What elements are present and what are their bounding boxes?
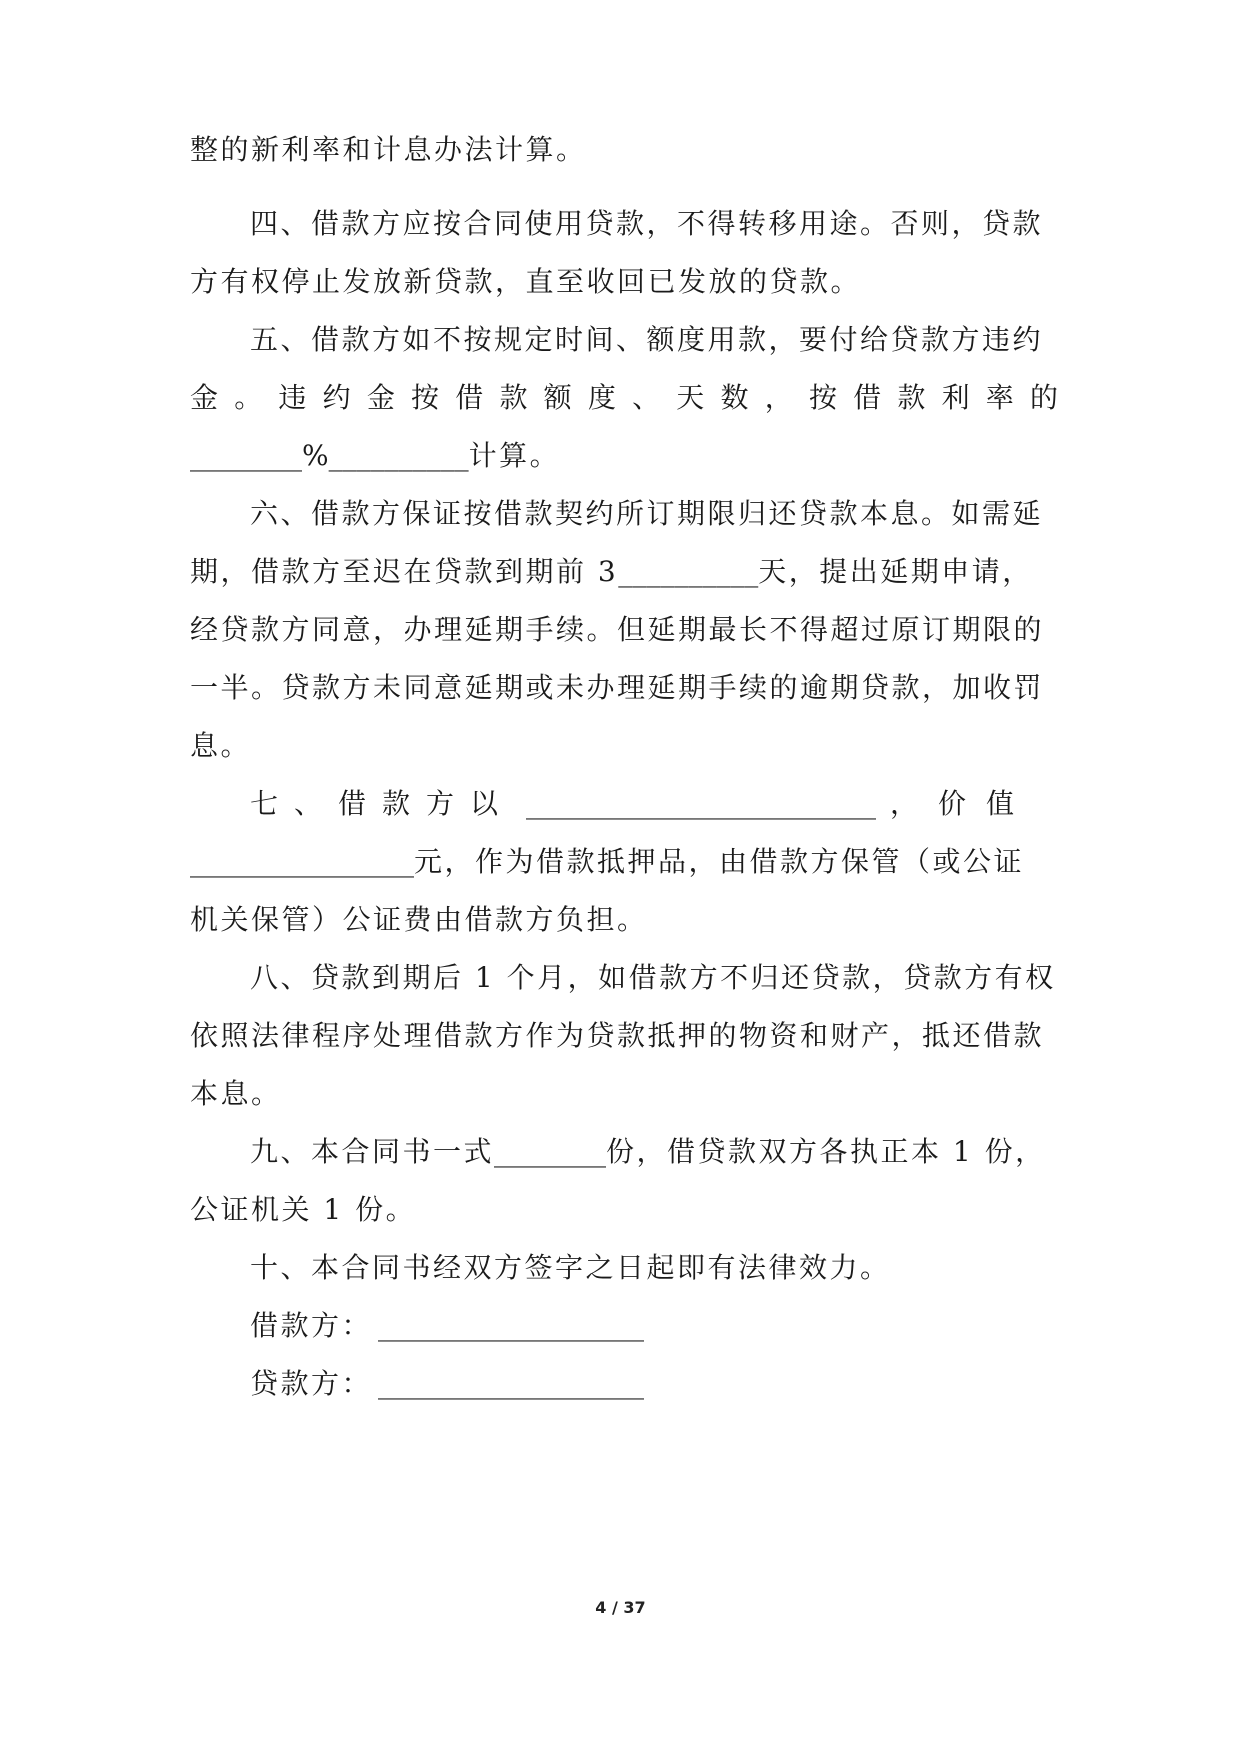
paragraph-6-line-2-a: 期，借款方至迟在贷款到期前 3 — [190, 555, 619, 588]
paragraph-9-line-2: 公证机关 1 份。 — [190, 1193, 417, 1226]
paragraph-8-line-1: 八、贷款到期后 1 个月，如借款方不归还贷款，贷款方有权 — [250, 961, 1056, 994]
paragraph-5-line-3 — [190, 436, 1058, 476]
paragraph-9-line-1 — [250, 1132, 1058, 1172]
borrower-blank: ___________________ — [378, 1309, 645, 1342]
paragraph-8-line-2: 依照法律程序处理借款方作为贷款抵押的物资和财产，抵还借款 — [190, 1019, 1045, 1052]
days-blank: __________ — [618, 555, 759, 588]
paragraph-6-line-1: 六、借款方保证按借款契约所订期限归还贷款本息。如需延 — [250, 497, 1044, 530]
paragraph-7-line-1-b: ，价值 — [890, 787, 1035, 820]
borrower-label: 借款方： — [250, 1309, 373, 1342]
lender-blank: ___________________ — [378, 1367, 645, 1400]
paragraph-7-line-1 — [250, 784, 1058, 824]
copies-blank: ________ — [494, 1135, 607, 1168]
paragraph-6-line-2-b: 天，提出延期申请， — [758, 555, 1033, 588]
lender-signature-line — [250, 1364, 1058, 1404]
paragraph-8-line-3: 本息。 — [190, 1077, 282, 1110]
collateral-blank: _________________________ — [526, 787, 877, 820]
rate-blank: ________%__________ — [190, 439, 469, 472]
paragraph-9-line-1-a: 九、本合同书一式 — [250, 1135, 495, 1168]
paragraph-5-line-3-text: 计算。 — [468, 439, 561, 472]
paragraph-7-line-1-a: 七、借款方以 — [250, 787, 515, 820]
paragraph-4-line-2: 方有权停止发放新贷款，直至收回已发放的贷款。 — [190, 265, 862, 298]
paragraph-7-line-3: 机关保管）公证费由借款方负担。 — [190, 903, 648, 936]
paragraph-6-line-2 — [190, 552, 1058, 592]
paragraph-6-line-5: 息。 — [190, 729, 252, 762]
paragraph-7-line-2-b: 元，作为借款抵押品，由借款方保管（或公证 — [414, 845, 1025, 878]
paragraph-5-line-1: 五、借款方如不按规定时间、额度用款，要付给贷款方违约 — [250, 323, 1044, 356]
value-blank: ________________ — [190, 845, 414, 878]
paragraph-10: 十、本合同书经双方签字之日起即有法律效力。 — [250, 1251, 891, 1284]
paragraph-5-line-2: 金。违约金按借款额度、天数，按借款利率的 — [190, 381, 1058, 414]
lender-label: 贷款方： — [250, 1367, 373, 1400]
paragraph-3-tail: 整的新利率和计息办法计算。 — [190, 133, 587, 166]
paragraph-6-line-4: 一半。贷款方未同意延期或未办理延期手续的逾期贷款，加收罚 — [190, 671, 1045, 704]
paragraph-6-line-3: 经贷款方同意，办理延期手续。但延期最长不得超过原订期限的 — [190, 613, 1045, 646]
paragraph-4-line-1: 四、借款方应按合同使用贷款，不得转移用途。否则，贷款 — [250, 207, 1044, 240]
paragraph-9-line-1-b: 份，借贷款双方各执正本 1 份， — [606, 1135, 1046, 1168]
paragraph-7-line-2 — [190, 842, 1058, 882]
borrower-signature-line — [250, 1306, 1058, 1346]
page-number: 4 / 37 — [595, 1598, 646, 1617]
